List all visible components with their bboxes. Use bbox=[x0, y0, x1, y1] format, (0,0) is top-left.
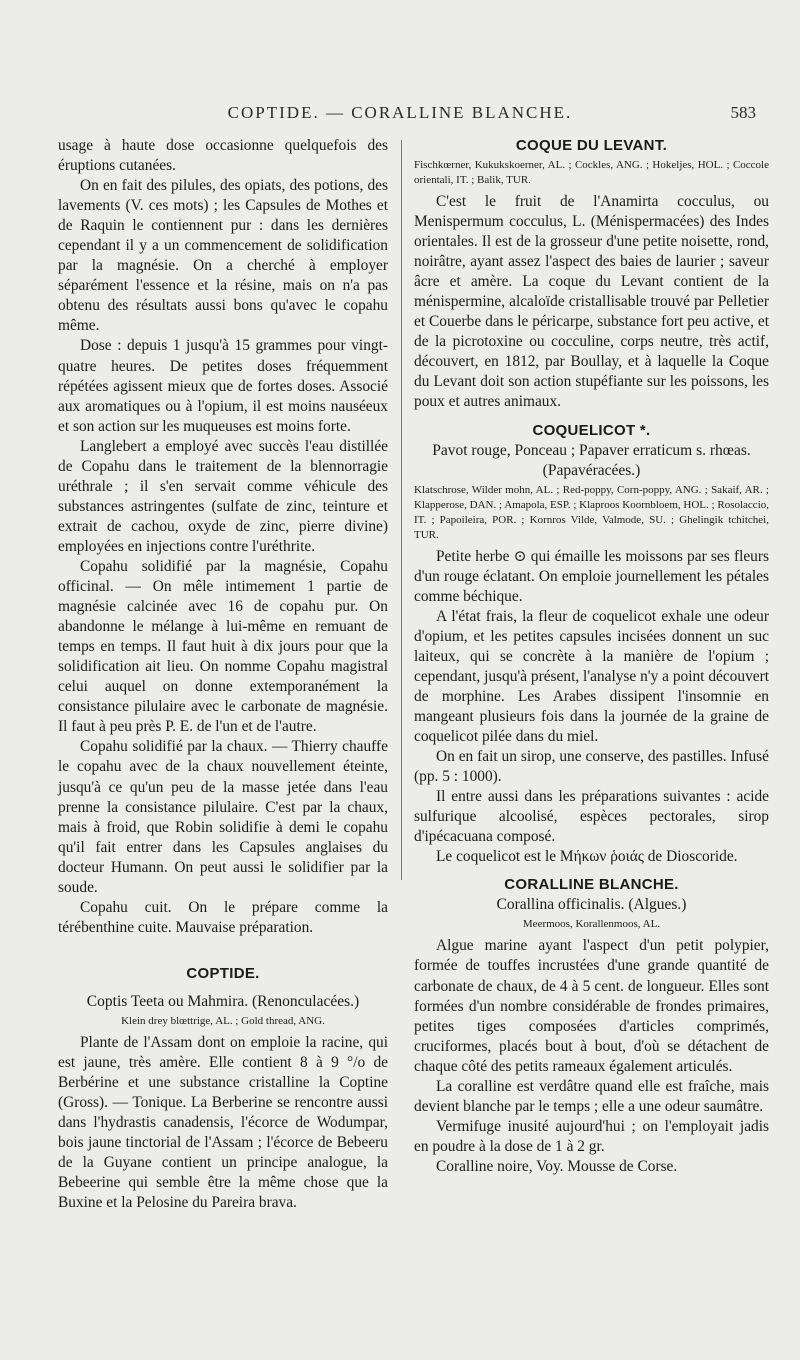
running-title: COPTIDE. — CORALLINE BLANCHE. bbox=[227, 103, 573, 122]
paragraph: Copahu solidifié par la chaux. — Thierry chauffe le copahu avec de la chaux nouvellement éteinte, jusqu'à ce qu'un peu de la masse jetée dans l'eau prenne la consistance pilulaire. C'est par la chaux, mais à froid, que Robin solidifie à demi le copahu qu'il fait entrer dans les Capsules anglaises du docteur Humann. On peut aussi le solidifier par la soude. bbox=[58, 738, 388, 896]
synonyms: Fischkœrner, Kukukskoerner, AL. ; Cockles, ANG. ; Hokeljes, HOL. ; Coccole orientali, IT. ; Balik, TUR. bbox=[414, 159, 769, 186]
paragraph: C'est le fruit de l'Anamirta cocculus, ou Menispermum cocculus, L. (Ménispermacées) des Indes orientales. Il est de la grosseur d'une petite noisette, rond, noirâtre, ayant assez l'aspect des baies de laurier ; saveur âcre et amère. La coque du Levant contient de la ménispermine, alcaloïde cristallisable trouvé par Pelletier et Couerbe dans le péricarpe, substance fort peu active, et de la picrotoxine ou cocculine, corps neutre, très actif, découvert, en 1812, par Boullay, et à laquelle la Coque du Levant doit son action stupéfiante sur les poissons, les poux et autres animaux. bbox=[414, 193, 769, 411]
entry-subtitle: Coptis Teeta ou Mahmira. (Renonculacées.) bbox=[86, 992, 360, 1010]
entry-heading-coque-du-levant: COQUE DU LEVANT. bbox=[515, 137, 668, 154]
paragraph: On en fait des pilules, des opiats, des potions, des lavements (V. ces mots) ; les Capsules de Mothes et de Raquin le contiennent pur : dans les dernières cependant il y a un commencement de solidification par la magnésie. On a cherché à employer séparément l'essence et la résine, mais on n'a pas obtenu des résultats aussi bons qu'avec le copahu même. bbox=[58, 177, 388, 335]
paragraph: Algue marine ayant l'aspect d'un petit polypier, formée de touffes incrustées d'une grande quantité de carbonate de chaux, de 4 à 5 cent. de longueur. Elles sont formées d'un nombre considérable de frondes primaires, petites tiges composées d'articles comprimés, cruciformes, placés bout à bout, d'où se détachent de chaque côté des petits rameaux également articulés. bbox=[414, 937, 769, 1075]
page-number: 583 bbox=[730, 103, 756, 122]
paragraph: usage à haute dose occasionne quelquefois des éruptions cutanées. bbox=[58, 137, 388, 175]
entry-subtitle: Corallina officinalis. (Algues.) bbox=[496, 896, 687, 914]
paragraph: Copahu solidifié par la magnésie, Copahu officinal. — On mêle intimement 1 partie de magnésie calcinée avec 16 de copahu pur. On abandonne le mélange à lui-même en remuant de temps en temps. Il faut huit à dix jours pour que la solidification ait lieu. On nomme Copahu magistral celui auquel on donne extemporanément la consistance pilulaire avec le carbonate de magnésie. Il faut à peu près P. E. de l'un et de l'autre. bbox=[58, 557, 388, 736]
entry-heading-coralline-blanche: CORALLINE BLANCHE. bbox=[504, 876, 679, 894]
paragraph: Langlebert a employé avec succès l'eau distillée de Copahu dans le traitement de la blennorragie uréthrale ; il s'en servait comme véhicule des substances astringentes (sulfate de zinc, teinture et extrait de cachou, oxyde de zinc, pierre divine) employées en injections contre l'uréthrite. bbox=[58, 437, 388, 555]
paragraph: Il entre aussi dans les préparations suivantes : acide sulfurique alcoolisé, espèces pectorales, sirop d'ipécacuana composé. bbox=[414, 788, 769, 846]
synonyms: Klatschrose, Wilder mohn, AL. ; Red-poppy, Corn-poppy, ANG. ; Sakaif, AR. ; Klapperose, DAN. ; Amapola, ESP. ; Klaproos Koornbloem, HOL. ; Rosolaccio, IT. ; Papoileira, POR. ; Kornros Vilde, Valmode, SU. ; Ghelingik tchitchei, TUR. bbox=[414, 483, 769, 541]
paragraph: Plante de l'Assam dont on emploie la racine, qui est jaune, très amère. Elle contient 8 à 9 °/o de Berbérine et une substance cristalline la Coptine (Gross). — Tonique. La Berberine se rencontre aussi dans l'hydrastis canadensis, l'écorce de Wodumpar, bois jaune tinctorial de l'Assam ; l'écorce de Bebeeru de la Guyane contient un principe analogue, la Bebeerine qui semble être la même chose que la Buxine et la Pelosine du Pareira brava. bbox=[58, 1033, 388, 1212]
paragraph: Le coquelicot est le Μήκων ῥοιάς de Dioscoride. bbox=[436, 848, 738, 866]
entry-subtitle: Pavot rouge, Ponceau ; Papaver erraticum s. rhœas. (Papavéracées.) bbox=[432, 441, 751, 479]
column-divider bbox=[401, 140, 402, 880]
paragraph: Dose : depuis 1 jusqu'à 15 grammes pour vingt-quatre heures. De petites doses fréquemment répétées agissent mieux que de fortes doses. Associé aux aromatiques ou à l'opium, il est moins nauséeux et son action sur les muqueuses est moins forte. bbox=[58, 337, 388, 435]
entry-heading-coptide: COPTIDE. bbox=[186, 964, 260, 982]
right-column bbox=[414, 136, 769, 1175]
paragraph: Vermifuge inusité aujourd'hui ; on l'employait jadis en poudre à la dose de 1 à 2 gr. bbox=[414, 1117, 769, 1155]
entry-heading-coquelicot: COQUELICOT *. bbox=[532, 421, 651, 439]
paragraph: Petite herbe ⊙ qui émaille les moissons par ses fleurs d'un rouge éclatant. On emploie journellement les pétales comme béchique. bbox=[414, 547, 769, 605]
paragraph: La coralline est verdâtre quand elle est fraîche, mais devient blanche par le temps ; elle a une odeur saumâtre. bbox=[414, 1077, 769, 1115]
paragraph: On en fait un sirop, une conserve, des pastilles. Infusé (pp. 5 : 1000). bbox=[414, 748, 769, 786]
paragraph: Copahu cuit. On le prépare comme la térébenthine cuite. Mauvaise préparation. bbox=[58, 898, 388, 936]
running-head bbox=[0, 103, 800, 127]
paragraph: Coralline noire, Voy. Mousse de Corse. bbox=[436, 1157, 678, 1175]
paragraph: A l'état frais, la fleur de coquelicot exhale une odeur d'opium, et les petites capsules incisées donnent un suc laiteux, qui se concrète à la manière de l'opium ; cependant, jusqu'à présent, l'analyse n'y a point découvert de morphine. Les Arabes dissipent l'insomnie en mangeant plusieurs fois dans la journée de la graine de coquelicot pilée dans du miel. bbox=[414, 607, 769, 746]
synonyms: Klein drey blœttrige, AL. ; Gold thread, ANG. bbox=[121, 1014, 325, 1027]
left-column bbox=[58, 136, 388, 1212]
synonyms: Meermoos, Korallenmoos, AL. bbox=[522, 918, 661, 931]
